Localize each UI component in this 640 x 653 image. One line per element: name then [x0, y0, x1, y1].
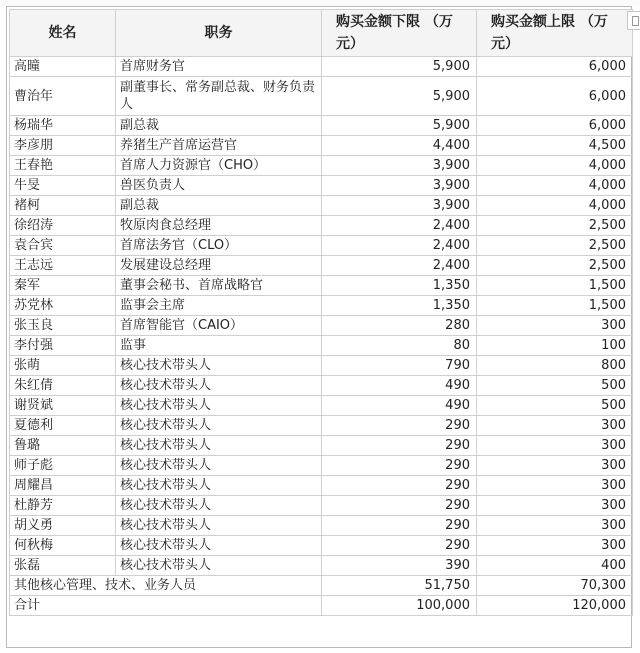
cell-lower-limit: 290 [322, 496, 477, 516]
table-row [10, 496, 633, 516]
cell-duty: 养猪生产首席运营官 [116, 136, 322, 156]
table-row [10, 196, 633, 216]
header-name: 姓名 [10, 10, 116, 57]
cell-upper-limit: 2,500 [477, 216, 633, 236]
cell-upper-limit: 4,000 [477, 196, 633, 216]
total-lower-limit: 100,000 [322, 596, 477, 616]
table-row [10, 436, 633, 456]
cell-name: 杜静芳 [10, 496, 116, 516]
cell-duty: 首席法务官（CLO） [116, 236, 322, 256]
table-row [10, 556, 633, 576]
cell-upper-limit: 2,500 [477, 236, 633, 256]
cell-name: 夏德利 [10, 416, 116, 436]
others-label: 其他核心管理、技术、业务人员 [10, 576, 322, 596]
cell-upper-limit: 300 [477, 496, 633, 516]
cell-duty: 首席财务官 [116, 57, 322, 77]
cell-duty: 核心技术带头人 [116, 416, 322, 436]
cell-upper-limit: 1,500 [477, 296, 633, 316]
cell-upper-limit: 4,000 [477, 176, 633, 196]
purchase-amount-table [9, 9, 633, 616]
cell-lower-limit: 490 [322, 396, 477, 416]
cell-name: 谢贤斌 [10, 396, 116, 416]
table-row [10, 416, 633, 436]
cell-lower-limit: 2,400 [322, 256, 477, 276]
cell-lower-limit: 3,900 [322, 156, 477, 176]
table-row [10, 156, 633, 176]
cell-lower-limit: 5,900 [322, 57, 477, 77]
cell-upper-limit: 300 [477, 316, 633, 336]
others-row [10, 576, 633, 596]
cell-lower-limit: 490 [322, 376, 477, 396]
cell-lower-limit: 290 [322, 456, 477, 476]
cell-lower-limit: 290 [322, 476, 477, 496]
cell-name: 苏党林 [10, 296, 116, 316]
table-row [10, 376, 633, 396]
cell-duty: 核心技术带头人 [116, 436, 322, 456]
table-row [10, 216, 633, 236]
cell-name: 何秋梅 [10, 536, 116, 556]
total-row [10, 596, 633, 616]
cell-upper-limit: 300 [477, 416, 633, 436]
cell-name: 鲁璐 [10, 436, 116, 456]
table-row [10, 176, 633, 196]
cell-lower-limit: 390 [322, 556, 477, 576]
cell-duty: 监事 [116, 336, 322, 356]
cell-duty: 核心技术带头人 [116, 376, 322, 396]
cell-name: 胡义勇 [10, 516, 116, 536]
header-duty: 职务 [116, 10, 322, 57]
cell-upper-limit: 6,000 [477, 116, 633, 136]
cell-upper-limit: 4,000 [477, 156, 633, 176]
table-row [10, 296, 633, 316]
cell-upper-limit: 300 [477, 456, 633, 476]
others-upper-limit: 70,300 [477, 576, 633, 596]
cell-upper-limit: 400 [477, 556, 633, 576]
cell-lower-limit: 2,400 [322, 236, 477, 256]
cell-upper-limit: 2,500 [477, 256, 633, 276]
cell-upper-limit: 4,500 [477, 136, 633, 156]
table-row [10, 456, 633, 476]
table-row [10, 136, 633, 156]
table-row [10, 316, 633, 336]
cell-upper-limit: 100 [477, 336, 633, 356]
cell-upper-limit: 300 [477, 436, 633, 456]
cell-upper-limit: 500 [477, 376, 633, 396]
cell-name: 高曈 [10, 57, 116, 77]
cell-lower-limit: 290 [322, 516, 477, 536]
table-row [10, 336, 633, 356]
table-row [10, 476, 633, 496]
cell-name: 王志远 [10, 256, 116, 276]
header-row [10, 10, 633, 57]
cell-lower-limit: 290 [322, 536, 477, 556]
panel-icon [632, 16, 639, 26]
cell-name: 李彦朋 [10, 136, 116, 156]
table-row [10, 57, 633, 77]
cell-duty: 核心技术带头人 [116, 476, 322, 496]
cell-duty: 牧原肉食总经理 [116, 216, 322, 236]
cell-lower-limit: 790 [322, 356, 477, 376]
cell-name: 徐绍涛 [10, 216, 116, 236]
cell-duty: 核心技术带头人 [116, 556, 322, 576]
cell-upper-limit: 300 [477, 516, 633, 536]
cell-lower-limit: 2,400 [322, 216, 477, 236]
header-lower-limit: 购买金额下限 （万元） [322, 10, 477, 57]
table-row [10, 536, 633, 556]
cell-duty: 核心技术带头人 [116, 456, 322, 476]
table-row [10, 396, 633, 416]
cell-duty: 兽医负责人 [116, 176, 322, 196]
cell-upper-limit: 300 [477, 536, 633, 556]
cell-lower-limit: 290 [322, 416, 477, 436]
cell-name: 秦军 [10, 276, 116, 296]
cell-duty: 首席人力资源官（CHO） [116, 156, 322, 176]
cell-lower-limit: 3,900 [322, 176, 477, 196]
others-lower-limit: 51,750 [322, 576, 477, 596]
cell-lower-limit: 5,900 [322, 77, 477, 116]
cell-upper-limit: 6,000 [477, 57, 633, 77]
cell-name: 曹治年 [10, 77, 116, 116]
cell-duty: 副总裁 [116, 196, 322, 216]
cell-duty: 发展建设总经理 [116, 256, 322, 276]
cell-lower-limit: 4,400 [322, 136, 477, 156]
total-label: 合计 [10, 596, 322, 616]
cell-lower-limit: 290 [322, 436, 477, 456]
cell-duty: 核心技术带头人 [116, 396, 322, 416]
cell-duty: 副董事长、常务副总裁、财务负责人 [116, 77, 322, 116]
cell-name: 袁合宾 [10, 236, 116, 256]
cell-duty: 董事会秘书、首席战略官 [116, 276, 322, 296]
cell-duty: 副总裁 [116, 116, 322, 136]
cell-name: 褚柯 [10, 196, 116, 216]
cell-lower-limit: 280 [322, 316, 477, 336]
table-row [10, 256, 633, 276]
cell-name: 牛旻 [10, 176, 116, 196]
cell-name: 王春艳 [10, 156, 116, 176]
cell-name: 杨瑞华 [10, 116, 116, 136]
cell-lower-limit: 5,900 [322, 116, 477, 136]
cell-name: 张磊 [10, 556, 116, 576]
table-body [10, 57, 633, 616]
column-toggle-button[interactable] [627, 11, 640, 30]
cell-name: 周耀昌 [10, 476, 116, 496]
cell-duty: 监事会主席 [116, 296, 322, 316]
cell-upper-limit: 1,500 [477, 276, 633, 296]
cell-upper-limit: 6,000 [477, 77, 633, 116]
cell-duty: 核心技术带头人 [116, 536, 322, 556]
cell-lower-limit: 1,350 [322, 296, 477, 316]
cell-duty: 首席智能官（CAIO） [116, 316, 322, 336]
cell-lower-limit: 80 [322, 336, 477, 356]
cell-name: 师子彪 [10, 456, 116, 476]
cell-name: 李付强 [10, 336, 116, 356]
total-upper-limit: 120,000 [477, 596, 633, 616]
cell-lower-limit: 1,350 [322, 276, 477, 296]
cell-name: 张玉良 [10, 316, 116, 336]
cell-duty: 核心技术带头人 [116, 496, 322, 516]
cell-duty: 核心技术带头人 [116, 356, 322, 376]
table-row [10, 516, 633, 536]
cell-name: 朱红倩 [10, 376, 116, 396]
header-upper-limit: 购买金额上限 （万元） [477, 10, 633, 57]
cell-duty: 核心技术带头人 [116, 516, 322, 536]
table-row [10, 356, 633, 376]
table-row [10, 236, 633, 256]
table-row [10, 77, 633, 116]
cell-upper-limit: 800 [477, 356, 633, 376]
cell-lower-limit: 3,900 [322, 196, 477, 216]
cell-name: 张萌 [10, 356, 116, 376]
table-row [10, 276, 633, 296]
cell-upper-limit: 300 [477, 476, 633, 496]
table-row [10, 116, 633, 136]
cell-upper-limit: 500 [477, 396, 633, 416]
